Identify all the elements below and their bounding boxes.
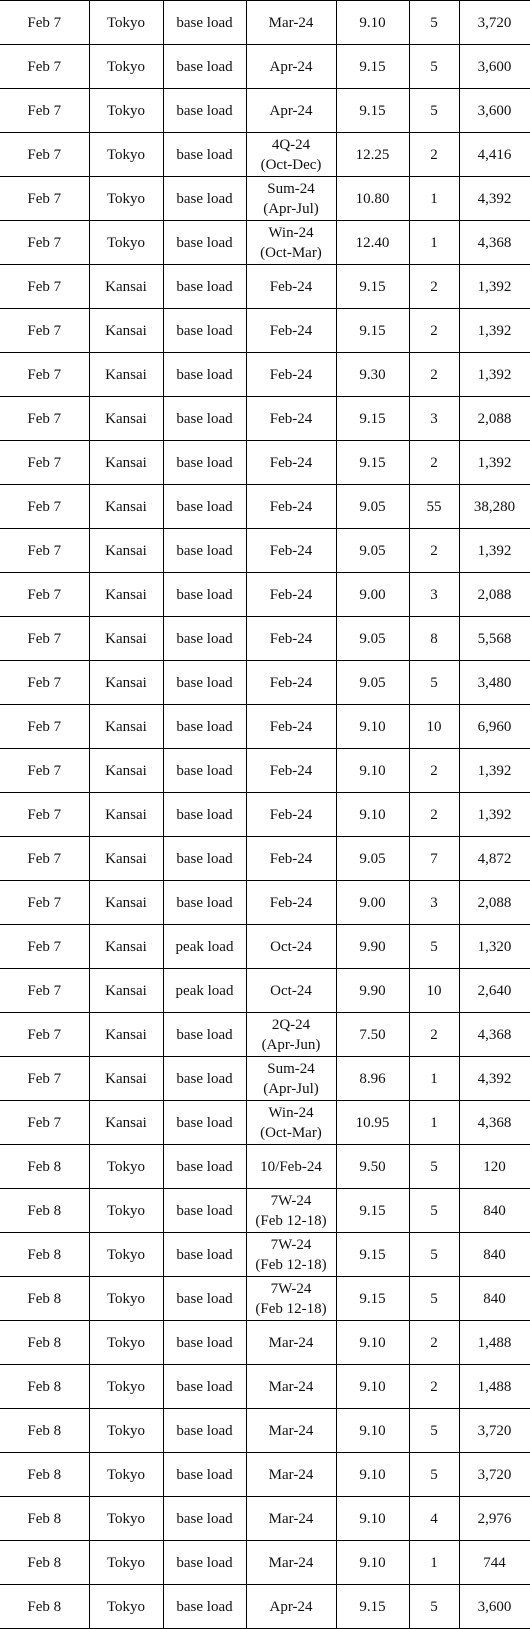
load-type-cell: base load bbox=[163, 529, 246, 573]
load-type-cell: base load bbox=[163, 89, 246, 133]
area-cell: Kansai bbox=[89, 661, 163, 705]
area-cell: Tokyo bbox=[89, 1585, 163, 1629]
lots-cell: 1 bbox=[409, 221, 459, 265]
lots-cell: 55 bbox=[409, 485, 459, 529]
price-cell: 12.40 bbox=[336, 221, 409, 265]
table-row bbox=[0, 397, 530, 441]
table-row bbox=[0, 573, 530, 617]
price-cell: 9.15 bbox=[336, 441, 409, 485]
load-type-cell: base load bbox=[163, 1365, 246, 1409]
delivery-period-cell: Feb-24 bbox=[246, 265, 336, 309]
table-row bbox=[0, 1365, 530, 1409]
load-type-cell: base load bbox=[163, 441, 246, 485]
area-cell: Tokyo bbox=[89, 1321, 163, 1365]
price-cell: 9.15 bbox=[336, 1277, 409, 1321]
area-cell: Kansai bbox=[89, 837, 163, 881]
price-cell: 9.15 bbox=[336, 1189, 409, 1233]
table-row bbox=[0, 265, 530, 309]
load-type-cell: base load bbox=[163, 1453, 246, 1497]
lots-cell: 2 bbox=[409, 529, 459, 573]
price-cell: 9.90 bbox=[336, 969, 409, 1013]
table-row bbox=[0, 1, 530, 45]
table-row bbox=[0, 793, 530, 837]
area-cell: Tokyo bbox=[89, 133, 163, 177]
load-type-cell: base load bbox=[163, 1057, 246, 1101]
area-cell: Kansai bbox=[89, 309, 163, 353]
table-row bbox=[0, 1057, 530, 1101]
price-cell: 12.25 bbox=[336, 133, 409, 177]
area-cell: Tokyo bbox=[89, 177, 163, 221]
delivery-period-cell: Feb-24 bbox=[246, 309, 336, 353]
area-cell: Kansai bbox=[89, 925, 163, 969]
delivery-period-cell: Feb-24 bbox=[246, 881, 336, 925]
area-cell: Kansai bbox=[89, 353, 163, 397]
volume-cell: 5,568 bbox=[459, 617, 530, 661]
volume-cell: 840 bbox=[459, 1189, 530, 1233]
lots-cell: 10 bbox=[409, 705, 459, 749]
price-cell: 7.50 bbox=[336, 1013, 409, 1057]
trade-date-cell: Feb 7 bbox=[0, 969, 89, 1013]
delivery-period-cell: Feb-24 bbox=[246, 837, 336, 881]
table-row bbox=[0, 485, 530, 529]
lots-cell: 3 bbox=[409, 397, 459, 441]
table-row bbox=[0, 881, 530, 925]
load-type-cell: base load bbox=[163, 1189, 246, 1233]
lots-cell: 5 bbox=[409, 925, 459, 969]
delivery-period-cell: Win-24 (Oct-Mar) bbox=[246, 221, 336, 265]
trade-date-cell: Feb 8 bbox=[0, 1233, 89, 1277]
table-row bbox=[0, 1541, 530, 1585]
price-cell: 10.80 bbox=[336, 177, 409, 221]
area-cell: Kansai bbox=[89, 529, 163, 573]
trade-date-cell: Feb 7 bbox=[0, 45, 89, 89]
area-cell: Kansai bbox=[89, 1057, 163, 1101]
load-type-cell: base load bbox=[163, 573, 246, 617]
area-cell: Tokyo bbox=[89, 89, 163, 133]
lots-cell: 2 bbox=[409, 309, 459, 353]
load-type-cell: base load bbox=[163, 133, 246, 177]
price-cell: 9.10 bbox=[336, 1365, 409, 1409]
table-row bbox=[0, 309, 530, 353]
load-type-cell: peak load bbox=[163, 969, 246, 1013]
table-row bbox=[0, 1101, 530, 1145]
price-cell: 9.50 bbox=[336, 1145, 409, 1189]
trade-date-cell: Feb 7 bbox=[0, 353, 89, 397]
load-type-cell: base load bbox=[163, 1145, 246, 1189]
trade-date-cell: Feb 7 bbox=[0, 1057, 89, 1101]
trade-date-cell: Feb 8 bbox=[0, 1497, 89, 1541]
delivery-period-cell: Sum-24 (Apr-Jul) bbox=[246, 177, 336, 221]
price-cell: 9.15 bbox=[336, 397, 409, 441]
area-cell: Tokyo bbox=[89, 1277, 163, 1321]
volume-cell: 2,640 bbox=[459, 969, 530, 1013]
table-row bbox=[0, 529, 530, 573]
load-type-cell: base load bbox=[163, 485, 246, 529]
delivery-period-cell: 2Q-24 (Apr-Jun) bbox=[246, 1013, 336, 1057]
price-cell: 9.10 bbox=[336, 1321, 409, 1365]
area-cell: Kansai bbox=[89, 397, 163, 441]
volume-cell: 1,392 bbox=[459, 793, 530, 837]
delivery-period-cell: Mar-24 bbox=[246, 1365, 336, 1409]
trade-date-cell: Feb 7 bbox=[0, 1101, 89, 1145]
load-type-cell: base load bbox=[163, 265, 246, 309]
price-cell: 9.00 bbox=[336, 881, 409, 925]
delivery-period-cell: Feb-24 bbox=[246, 441, 336, 485]
lots-cell: 1 bbox=[409, 1101, 459, 1145]
load-type-cell: base load bbox=[163, 1541, 246, 1585]
table-row bbox=[0, 45, 530, 89]
delivery-period-cell: Feb-24 bbox=[246, 529, 336, 573]
trade-date-cell: Feb 7 bbox=[0, 573, 89, 617]
volume-cell: 1,320 bbox=[459, 925, 530, 969]
lots-cell: 2 bbox=[409, 1365, 459, 1409]
volume-cell: 3,480 bbox=[459, 661, 530, 705]
area-cell: Tokyo bbox=[89, 45, 163, 89]
volume-cell: 3,720 bbox=[459, 1453, 530, 1497]
area-cell: Kansai bbox=[89, 573, 163, 617]
trade-date-cell: Feb 7 bbox=[0, 617, 89, 661]
load-type-cell: base load bbox=[163, 397, 246, 441]
table-row bbox=[0, 705, 530, 749]
lots-cell: 5 bbox=[409, 1453, 459, 1497]
lots-cell: 8 bbox=[409, 617, 459, 661]
volume-cell: 1,392 bbox=[459, 749, 530, 793]
price-cell: 9.05 bbox=[336, 837, 409, 881]
trade-date-cell: Feb 8 bbox=[0, 1189, 89, 1233]
lots-cell: 5 bbox=[409, 661, 459, 705]
table-row bbox=[0, 749, 530, 793]
price-cell: 9.15 bbox=[336, 309, 409, 353]
lots-cell: 5 bbox=[409, 45, 459, 89]
lots-cell: 5 bbox=[409, 89, 459, 133]
trade-date-cell: Feb 7 bbox=[0, 309, 89, 353]
lots-cell: 3 bbox=[409, 573, 459, 617]
load-type-cell: base load bbox=[163, 1409, 246, 1453]
lots-cell: 1 bbox=[409, 177, 459, 221]
delivery-period-cell: Mar-24 bbox=[246, 1321, 336, 1365]
table-row bbox=[0, 837, 530, 881]
trade-date-cell: Feb 7 bbox=[0, 133, 89, 177]
load-type-cell: base load bbox=[163, 617, 246, 661]
price-cell: 9.10 bbox=[336, 1541, 409, 1585]
load-type-cell: base load bbox=[163, 705, 246, 749]
load-type-cell: base load bbox=[163, 661, 246, 705]
trade-date-cell: Feb 8 bbox=[0, 1541, 89, 1585]
lots-cell: 2 bbox=[409, 265, 459, 309]
delivery-period-cell: Mar-24 bbox=[246, 1, 336, 45]
trade-date-cell: Feb 7 bbox=[0, 881, 89, 925]
trade-date-cell: Feb 7 bbox=[0, 177, 89, 221]
delivery-period-cell: 10/Feb-24 bbox=[246, 1145, 336, 1189]
load-type-cell: base load bbox=[163, 353, 246, 397]
lots-cell: 5 bbox=[409, 1189, 459, 1233]
price-cell: 9.10 bbox=[336, 793, 409, 837]
table-row bbox=[0, 133, 530, 177]
volume-cell: 2,088 bbox=[459, 573, 530, 617]
price-cell: 9.10 bbox=[336, 705, 409, 749]
table-row bbox=[0, 1409, 530, 1453]
trade-date-cell: Feb 7 bbox=[0, 749, 89, 793]
volume-cell: 3,600 bbox=[459, 89, 530, 133]
lots-cell: 1 bbox=[409, 1541, 459, 1585]
delivery-period-cell: Feb-24 bbox=[246, 397, 336, 441]
load-type-cell: base load bbox=[163, 793, 246, 837]
price-cell: 9.10 bbox=[336, 1, 409, 45]
price-cell: 9.05 bbox=[336, 661, 409, 705]
price-cell: 9.15 bbox=[336, 89, 409, 133]
table-row bbox=[0, 617, 530, 661]
lots-cell: 5 bbox=[409, 1145, 459, 1189]
volume-cell: 2,088 bbox=[459, 881, 530, 925]
delivery-period-cell: Mar-24 bbox=[246, 1541, 336, 1585]
lots-cell: 2 bbox=[409, 793, 459, 837]
price-cell: 10.95 bbox=[336, 1101, 409, 1145]
delivery-period-cell: Oct-24 bbox=[246, 969, 336, 1013]
load-type-cell: base load bbox=[163, 309, 246, 353]
volume-cell: 744 bbox=[459, 1541, 530, 1585]
trade-date-cell: Feb 7 bbox=[0, 793, 89, 837]
load-type-cell: base load bbox=[163, 1233, 246, 1277]
lots-cell: 2 bbox=[409, 133, 459, 177]
table-row bbox=[0, 661, 530, 705]
volume-cell: 3,600 bbox=[459, 1585, 530, 1629]
trade-date-cell: Feb 7 bbox=[0, 661, 89, 705]
load-type-cell: base load bbox=[163, 1277, 246, 1321]
volume-cell: 1,392 bbox=[459, 309, 530, 353]
volume-cell: 4,416 bbox=[459, 133, 530, 177]
load-type-cell: base load bbox=[163, 1101, 246, 1145]
price-cell: 9.05 bbox=[336, 617, 409, 661]
delivery-period-cell: Feb-24 bbox=[246, 749, 336, 793]
volume-cell: 840 bbox=[459, 1233, 530, 1277]
area-cell: Tokyo bbox=[89, 221, 163, 265]
volume-cell: 1,488 bbox=[459, 1365, 530, 1409]
area-cell: Tokyo bbox=[89, 1453, 163, 1497]
price-cell: 9.15 bbox=[336, 1233, 409, 1277]
volume-cell: 1,392 bbox=[459, 353, 530, 397]
table-row bbox=[0, 441, 530, 485]
volume-cell: 3,720 bbox=[459, 1, 530, 45]
trades-table-body bbox=[0, 1, 530, 1629]
volume-cell: 4,368 bbox=[459, 1101, 530, 1145]
price-cell: 9.10 bbox=[336, 1453, 409, 1497]
volume-cell: 3,600 bbox=[459, 45, 530, 89]
table-row bbox=[0, 1497, 530, 1541]
load-type-cell: base load bbox=[163, 881, 246, 925]
trade-date-cell: Feb 7 bbox=[0, 265, 89, 309]
trade-date-cell: Feb 8 bbox=[0, 1277, 89, 1321]
trade-date-cell: Feb 7 bbox=[0, 89, 89, 133]
volume-cell: 1,392 bbox=[459, 441, 530, 485]
delivery-period-cell: 7W-24 (Feb 12-18) bbox=[246, 1189, 336, 1233]
load-type-cell: base load bbox=[163, 1013, 246, 1057]
trade-date-cell: Feb 8 bbox=[0, 1453, 89, 1497]
load-type-cell: peak load bbox=[163, 925, 246, 969]
volume-cell: 3,720 bbox=[459, 1409, 530, 1453]
trade-date-cell: Feb 8 bbox=[0, 1365, 89, 1409]
area-cell: Tokyo bbox=[89, 1365, 163, 1409]
trade-date-cell: Feb 8 bbox=[0, 1145, 89, 1189]
load-type-cell: base load bbox=[163, 45, 246, 89]
lots-cell: 5 bbox=[409, 1409, 459, 1453]
table-row bbox=[0, 1189, 530, 1233]
lots-cell: 3 bbox=[409, 881, 459, 925]
lots-cell: 5 bbox=[409, 1585, 459, 1629]
trade-date-cell: Feb 8 bbox=[0, 1321, 89, 1365]
price-cell: 9.05 bbox=[336, 485, 409, 529]
area-cell: Kansai bbox=[89, 1101, 163, 1145]
lots-cell: 5 bbox=[409, 1233, 459, 1277]
volume-cell: 6,960 bbox=[459, 705, 530, 749]
delivery-period-cell: 7W-24 (Feb 12-18) bbox=[246, 1233, 336, 1277]
load-type-cell: base load bbox=[163, 1585, 246, 1629]
volume-cell: 4,392 bbox=[459, 177, 530, 221]
delivery-period-cell: Win-24 (Oct-Mar) bbox=[246, 1101, 336, 1145]
lots-cell: 2 bbox=[409, 749, 459, 793]
area-cell: Kansai bbox=[89, 441, 163, 485]
delivery-period-cell: Feb-24 bbox=[246, 353, 336, 397]
lots-cell: 2 bbox=[409, 1013, 459, 1057]
delivery-period-cell: Apr-24 bbox=[246, 1585, 336, 1629]
table-row bbox=[0, 1277, 530, 1321]
trade-date-cell: Feb 7 bbox=[0, 1013, 89, 1057]
trade-date-cell: Feb 7 bbox=[0, 1, 89, 45]
table-row bbox=[0, 1233, 530, 1277]
delivery-period-cell: Sum-24 (Apr-Jul) bbox=[246, 1057, 336, 1101]
lots-cell: 1 bbox=[409, 1057, 459, 1101]
delivery-period-cell: Feb-24 bbox=[246, 661, 336, 705]
trade-date-cell: Feb 8 bbox=[0, 1585, 89, 1629]
price-cell: 9.10 bbox=[336, 749, 409, 793]
volume-cell: 120 bbox=[459, 1145, 530, 1189]
area-cell: Kansai bbox=[89, 265, 163, 309]
delivery-period-cell: Feb-24 bbox=[246, 485, 336, 529]
volume-cell: 4,872 bbox=[459, 837, 530, 881]
area-cell: Kansai bbox=[89, 617, 163, 661]
load-type-cell: base load bbox=[163, 1, 246, 45]
price-cell: 9.05 bbox=[336, 529, 409, 573]
volume-cell: 2,088 bbox=[459, 397, 530, 441]
price-cell: 9.10 bbox=[336, 1497, 409, 1541]
table-row bbox=[0, 1453, 530, 1497]
trade-date-cell: Feb 7 bbox=[0, 837, 89, 881]
area-cell: Tokyo bbox=[89, 1189, 163, 1233]
trade-date-cell: Feb 7 bbox=[0, 925, 89, 969]
price-cell: 9.15 bbox=[336, 45, 409, 89]
delivery-period-cell: 4Q-24 (Oct-Dec) bbox=[246, 133, 336, 177]
area-cell: Kansai bbox=[89, 749, 163, 793]
lots-cell: 2 bbox=[409, 353, 459, 397]
trade-date-cell: Feb 7 bbox=[0, 529, 89, 573]
price-cell: 9.30 bbox=[336, 353, 409, 397]
load-type-cell: base load bbox=[163, 1497, 246, 1541]
load-type-cell: base load bbox=[163, 749, 246, 793]
area-cell: Kansai bbox=[89, 969, 163, 1013]
price-cell: 8.96 bbox=[336, 1057, 409, 1101]
price-cell: 9.90 bbox=[336, 925, 409, 969]
load-type-cell: base load bbox=[163, 177, 246, 221]
volume-cell: 2,976 bbox=[459, 1497, 530, 1541]
volume-cell: 1,392 bbox=[459, 265, 530, 309]
area-cell: Tokyo bbox=[89, 1145, 163, 1189]
area-cell: Kansai bbox=[89, 881, 163, 925]
trade-date-cell: Feb 7 bbox=[0, 397, 89, 441]
delivery-period-cell: Apr-24 bbox=[246, 45, 336, 89]
lots-cell: 5 bbox=[409, 1, 459, 45]
delivery-period-cell: Feb-24 bbox=[246, 573, 336, 617]
table-row bbox=[0, 1585, 530, 1629]
volume-cell: 4,368 bbox=[459, 1013, 530, 1057]
volume-cell: 38,280 bbox=[459, 485, 530, 529]
trade-date-cell: Feb 8 bbox=[0, 1409, 89, 1453]
trade-date-cell: Feb 7 bbox=[0, 441, 89, 485]
load-type-cell: base load bbox=[163, 837, 246, 881]
area-cell: Tokyo bbox=[89, 1497, 163, 1541]
trade-date-cell: Feb 7 bbox=[0, 221, 89, 265]
volume-cell: 840 bbox=[459, 1277, 530, 1321]
delivery-period-cell: Feb-24 bbox=[246, 617, 336, 661]
delivery-period-cell: Feb-24 bbox=[246, 793, 336, 837]
trade-date-cell: Feb 7 bbox=[0, 705, 89, 749]
volume-cell: 4,392 bbox=[459, 1057, 530, 1101]
price-cell: 9.10 bbox=[336, 1409, 409, 1453]
table-row bbox=[0, 969, 530, 1013]
table-row bbox=[0, 1321, 530, 1365]
price-cell: 9.15 bbox=[336, 1585, 409, 1629]
price-cell: 9.00 bbox=[336, 573, 409, 617]
table-row bbox=[0, 1013, 530, 1057]
lots-cell: 10 bbox=[409, 969, 459, 1013]
area-cell: Kansai bbox=[89, 793, 163, 837]
lots-cell: 5 bbox=[409, 1277, 459, 1321]
delivery-period-cell: Mar-24 bbox=[246, 1497, 336, 1541]
delivery-period-cell: Mar-24 bbox=[246, 1409, 336, 1453]
table-row bbox=[0, 177, 530, 221]
area-cell: Tokyo bbox=[89, 1233, 163, 1277]
lots-cell: 2 bbox=[409, 1321, 459, 1365]
table-row bbox=[0, 353, 530, 397]
delivery-period-cell: Feb-24 bbox=[246, 705, 336, 749]
area-cell: Tokyo bbox=[89, 1409, 163, 1453]
volume-cell: 4,368 bbox=[459, 221, 530, 265]
area-cell: Tokyo bbox=[89, 1541, 163, 1585]
trade-date-cell: Feb 7 bbox=[0, 485, 89, 529]
area-cell: Kansai bbox=[89, 485, 163, 529]
lots-cell: 7 bbox=[409, 837, 459, 881]
load-type-cell: base load bbox=[163, 1321, 246, 1365]
lots-cell: 4 bbox=[409, 1497, 459, 1541]
area-cell: Kansai bbox=[89, 1013, 163, 1057]
area-cell: Tokyo bbox=[89, 1, 163, 45]
area-cell: Kansai bbox=[89, 705, 163, 749]
table-row bbox=[0, 221, 530, 265]
volume-cell: 1,488 bbox=[459, 1321, 530, 1365]
table-row bbox=[0, 1145, 530, 1189]
volume-cell: 1,392 bbox=[459, 529, 530, 573]
load-type-cell: base load bbox=[163, 221, 246, 265]
delivery-period-cell: 7W-24 (Feb 12-18) bbox=[246, 1277, 336, 1321]
lots-cell: 2 bbox=[409, 441, 459, 485]
table-row bbox=[0, 925, 530, 969]
delivery-period-cell: Mar-24 bbox=[246, 1453, 336, 1497]
price-cell: 9.15 bbox=[336, 265, 409, 309]
delivery-period-cell: Oct-24 bbox=[246, 925, 336, 969]
table-row bbox=[0, 89, 530, 133]
delivery-period-cell: Apr-24 bbox=[246, 89, 336, 133]
